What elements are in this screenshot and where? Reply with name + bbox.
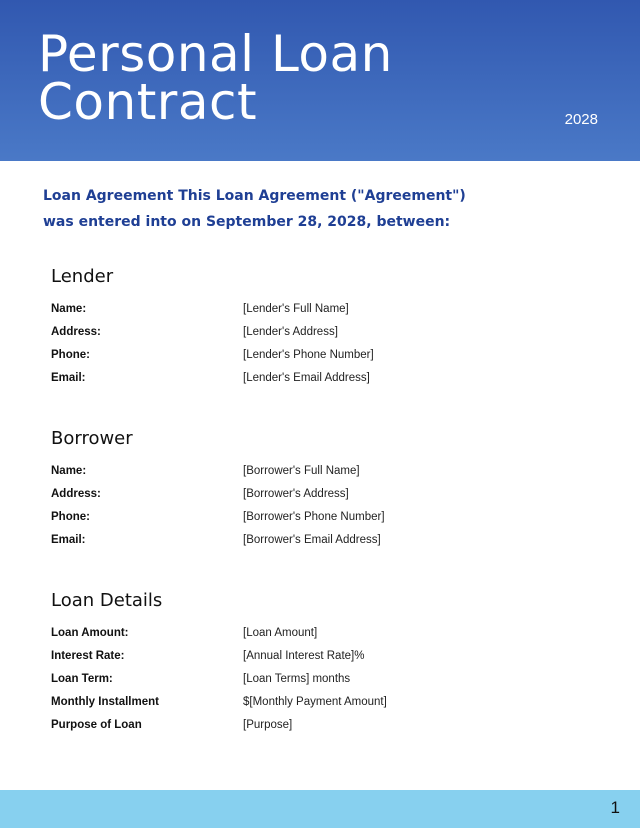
field-label: Address: <box>51 325 101 338</box>
field-label: Phone: <box>51 348 90 361</box>
field-label: Email: <box>51 371 86 384</box>
header-banner <box>0 0 640 161</box>
interest-rate-row <box>51 644 571 667</box>
loan-purpose-row <box>51 713 571 736</box>
title-line-1: Personal Loan <box>38 25 393 83</box>
field-value: [Borrower's Email Address] <box>243 533 381 546</box>
field-value: [Lender's Email Address] <box>243 371 370 384</box>
section-heading-borrower: Borrower <box>51 428 133 449</box>
field-value: [Borrower's Phone Number] <box>243 510 385 523</box>
document-year: 2028 <box>564 111 598 128</box>
field-value: [Lender's Phone Number] <box>243 348 374 361</box>
field-value: [Borrower's Address] <box>243 487 349 500</box>
monthly-installment-row <box>51 690 571 713</box>
field-value: $[Monthly Payment Amount] <box>243 695 387 708</box>
page-number: 1 <box>610 798 620 817</box>
loan-details-section <box>51 589 571 736</box>
field-label: Address: <box>51 487 101 500</box>
borrower-phone-row <box>51 505 571 528</box>
field-label: Name: <box>51 302 87 315</box>
lender-phone-row <box>51 343 571 366</box>
title-line-2: Contract <box>38 73 258 131</box>
lender-address-row <box>51 320 571 343</box>
field-label: Phone: <box>51 510 90 523</box>
field-label: Purpose of Loan <box>51 718 142 731</box>
lender-email-row <box>51 366 571 389</box>
field-value: [Loan Terms] months <box>243 672 351 685</box>
field-value: [Purpose] <box>243 718 293 731</box>
field-label: Loan Term: <box>51 672 113 685</box>
field-label: Loan Amount: <box>51 626 129 639</box>
loan-amount-row <box>51 621 571 644</box>
borrower-section <box>51 427 571 551</box>
field-label: Email: <box>51 533 86 546</box>
footer-bar <box>0 790 640 828</box>
lender-name-row <box>51 297 571 320</box>
section-heading-loan-details: Loan Details <box>51 590 163 611</box>
field-value: [Borrower's Full Name] <box>243 464 360 477</box>
field-value: [Annual Interest Rate]% <box>243 649 365 662</box>
field-value: [Lender's Address] <box>243 325 338 338</box>
borrower-address-row <box>51 482 571 505</box>
agreement-intro: Loan Agreement This Loan Agreement ("Agreement") was entered into on September 28, 2028, between: <box>43 188 466 230</box>
document-title <box>38 25 393 131</box>
borrower-name-row <box>51 459 571 482</box>
lender-section <box>51 265 571 389</box>
field-label: Interest Rate: <box>51 649 125 662</box>
section-heading-lender: Lender <box>51 266 114 287</box>
loan-term-row <box>51 667 571 690</box>
field-label: Name: <box>51 464 87 477</box>
field-value: [Loan Amount] <box>243 626 318 639</box>
field-value: [Lender's Full Name] <box>243 302 349 315</box>
field-label: Monthly Installment <box>51 695 159 708</box>
borrower-email-row <box>51 528 571 551</box>
